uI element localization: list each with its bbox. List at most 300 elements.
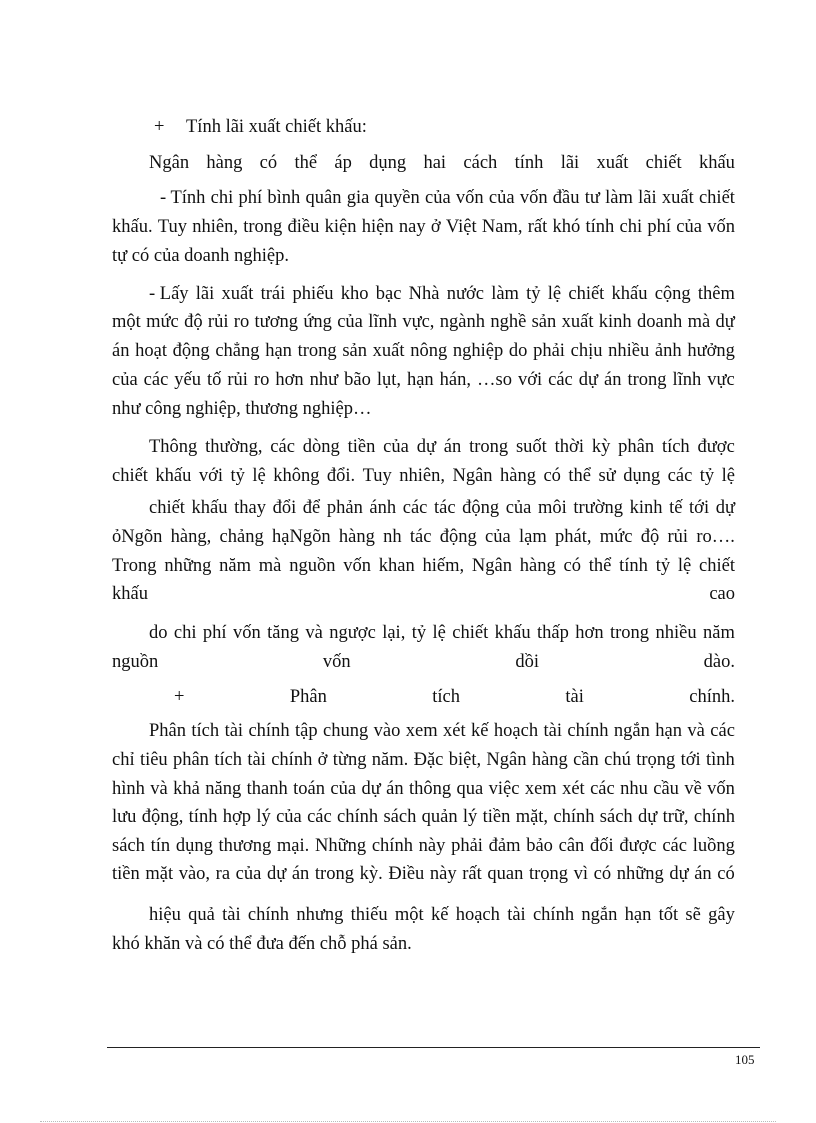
word: hơn: [575, 623, 604, 643]
word: kế: [471, 721, 489, 741]
word: trong: [314, 864, 354, 884]
word: tính: [619, 556, 648, 576]
word: một: [112, 312, 141, 332]
word: nhiên,: [192, 217, 238, 237]
word: cầu: [653, 779, 679, 799]
word: tài: [543, 721, 562, 741]
word: đối: [590, 836, 614, 856]
word: vì: [573, 864, 588, 884]
line-26: [149, 902, 735, 928]
word: Tuy: [157, 217, 187, 237]
word: tố: [207, 370, 222, 390]
word: khấu: [112, 584, 148, 604]
word: ở: [430, 217, 441, 237]
word: vực,: [402, 312, 435, 332]
word: hình: [112, 779, 145, 799]
word: thấp: [537, 623, 569, 643]
line-08: [112, 338, 735, 364]
word: lĩnh: [368, 312, 397, 332]
word: với: [198, 466, 224, 486]
word: của: [424, 188, 451, 208]
word: với: [517, 370, 543, 390]
word: Ngân: [486, 750, 527, 770]
word: toán: [293, 779, 325, 799]
word: xuất: [661, 188, 694, 208]
word: điều: [287, 217, 320, 237]
word: và: [687, 721, 705, 741]
word: phí: [202, 623, 227, 643]
word: của: [676, 217, 702, 237]
word: vào: [373, 721, 401, 741]
word: sử: [598, 466, 616, 486]
word: việc: [488, 779, 520, 799]
word: khấu: [611, 284, 648, 304]
word: hàng,: [170, 527, 212, 547]
word: tới: [689, 498, 710, 518]
word: hiệu: [149, 905, 181, 925]
word: hàng: [531, 750, 568, 770]
word: trong: [243, 217, 283, 237]
word: tập: [294, 721, 318, 741]
word: hạn: [406, 370, 434, 390]
word: vốn: [232, 623, 261, 643]
word: từng: [332, 750, 367, 770]
line-22: [112, 776, 735, 802]
word: kỳ: [591, 437, 611, 457]
word: các: [402, 498, 428, 518]
line-16: [112, 581, 735, 607]
word: luồng: [692, 836, 735, 856]
word: tài: [247, 750, 266, 770]
word: của: [235, 864, 262, 884]
bullet-plus: +: [154, 117, 165, 137]
word: mà: [687, 312, 711, 332]
word: và: [150, 779, 168, 799]
word: dụng: [369, 153, 407, 173]
word: trái: [260, 284, 286, 304]
word: hiện: [361, 217, 394, 237]
word: ngành: [439, 312, 485, 332]
word: Trong: [112, 556, 157, 576]
word: sách: [599, 807, 633, 827]
word: tích: [191, 721, 220, 741]
word: sách: [112, 836, 145, 856]
word: án: [604, 370, 622, 390]
line-07: [112, 309, 735, 335]
word: sản: [342, 341, 367, 361]
word: dự: [361, 779, 381, 799]
word: phải: [533, 341, 565, 361]
word: rủi: [207, 312, 229, 332]
word: án: [443, 437, 462, 457]
word: hàng: [500, 466, 536, 486]
line-14: [112, 524, 735, 550]
word: của: [488, 188, 515, 208]
word: tích: [214, 750, 243, 770]
word: không: [273, 466, 320, 486]
word: kinh: [629, 498, 663, 518]
word: chung: [323, 721, 369, 741]
word: do: [508, 341, 528, 361]
word: làm: [605, 188, 633, 208]
word: như: [309, 370, 339, 390]
word: ro….: [696, 527, 735, 547]
word: hưởng: [687, 341, 735, 361]
word: sẽ: [685, 905, 701, 925]
line-23: [112, 804, 735, 830]
heading-discount-rate: Tính lãi xuất chiết khấu:: [186, 117, 367, 137]
word: kiện: [324, 217, 357, 237]
word: tiền: [112, 864, 140, 884]
word: này: [429, 864, 457, 884]
line-04: [112, 214, 735, 240]
word: xét: [562, 779, 585, 799]
word: phí: [238, 188, 263, 208]
word: hạNgõn: [272, 527, 331, 547]
word: chiết: [568, 284, 605, 304]
footer-rule: [107, 1047, 760, 1048]
word: tế: [669, 498, 683, 518]
word: các: [270, 437, 295, 457]
word: tài: [565, 687, 584, 707]
word: lưu: [112, 807, 137, 827]
word: đổi.: [326, 466, 356, 486]
word: môi: [538, 498, 567, 518]
word: Ngân: [452, 466, 493, 486]
word: lệ: [677, 556, 692, 576]
word: khấu: [494, 623, 531, 643]
word: hoạch: [493, 721, 539, 741]
word: có: [259, 153, 278, 173]
word: xuất: [596, 153, 629, 173]
word: vốn: [707, 217, 735, 237]
word: vốn: [343, 556, 371, 576]
word: suốt: [515, 437, 547, 457]
word: mức: [599, 527, 633, 547]
word: chính: [693, 807, 735, 827]
word: khả: [173, 779, 200, 799]
word: chi: [173, 623, 197, 643]
word: chính: [248, 721, 290, 741]
word: năng: [205, 779, 242, 799]
word: nghề: [490, 312, 527, 332]
word: nhiên,: [399, 466, 446, 486]
line-12: [112, 463, 735, 489]
word: một: [394, 905, 424, 925]
word: nhưng: [296, 905, 344, 925]
word: tư: [584, 188, 600, 208]
word: Đặc: [413, 750, 444, 770]
word: dự: [715, 312, 735, 332]
word: thêm: [697, 284, 735, 304]
word: phân: [618, 437, 655, 457]
word: tăng: [267, 623, 299, 643]
word: do: [149, 623, 168, 643]
word: tính: [514, 153, 544, 173]
word: gia: [346, 188, 370, 208]
word: Nam,: [481, 217, 523, 237]
word: được: [697, 437, 735, 457]
line-27: khó khăn và có thể đưa đến chỗ phá sản.: [112, 934, 412, 954]
word: chính: [567, 721, 609, 741]
word: chính: [553, 807, 595, 827]
word: ỏNgõn: [112, 527, 163, 547]
word: chính: [532, 905, 575, 925]
word: hạn: [655, 721, 683, 741]
word: lý: [256, 807, 271, 827]
word: có: [563, 556, 581, 576]
word: Phân: [149, 721, 186, 741]
word: chiết: [112, 466, 148, 486]
word: tốt: [658, 905, 679, 925]
word: qua: [456, 779, 484, 799]
word: chịu: [570, 341, 603, 361]
word: bạc: [375, 284, 402, 304]
word: quyền: [374, 188, 420, 208]
word: tác: [433, 498, 456, 518]
word: tính: [585, 217, 615, 237]
word: dự: [637, 807, 658, 827]
word: ro: [253, 370, 270, 390]
word: chính: [271, 750, 313, 770]
word: dụng: [623, 466, 661, 486]
word: chiết: [452, 623, 489, 643]
word: làm: [491, 284, 519, 304]
word: tới: [680, 750, 701, 770]
word: chiết: [149, 498, 185, 518]
word: khấu: [191, 498, 228, 518]
word: hạn: [265, 341, 292, 361]
word: Điều: [388, 864, 425, 884]
word: có: [593, 864, 612, 884]
word: Nhà: [408, 284, 440, 304]
word: kỳ.: [359, 864, 383, 884]
word: trong: [297, 341, 337, 361]
word: trọng: [636, 750, 676, 770]
word: chính: [247, 905, 290, 925]
word: phiếu: [292, 284, 334, 304]
word: độ: [184, 312, 203, 332]
word: tỷ: [655, 556, 671, 576]
word: hoạch: [455, 905, 500, 925]
word: xem: [405, 721, 438, 741]
word: các: [548, 370, 573, 390]
line-20: [149, 718, 735, 744]
word: Thông: [149, 437, 198, 457]
word: Việt: [445, 217, 477, 237]
word: nông: [410, 341, 448, 361]
word: được: [619, 836, 657, 856]
word: cộng: [654, 284, 691, 304]
word: tiền: [482, 807, 511, 827]
word: nguồn: [289, 556, 336, 576]
word: Ngân: [471, 556, 512, 576]
word: tính: [188, 807, 218, 827]
word: thể: [588, 556, 612, 576]
word: ngược: [329, 623, 376, 643]
word: xét: [443, 721, 466, 741]
word: những: [164, 556, 212, 576]
word: về: [684, 779, 702, 799]
word: gây: [708, 905, 735, 925]
word: lãi: [560, 153, 580, 173]
word: khấu.: [112, 217, 153, 237]
word: án: [386, 779, 404, 799]
word: tác: [409, 527, 432, 547]
word: xem: [524, 779, 557, 799]
line-17: [149, 620, 735, 646]
word: hạn: [624, 905, 652, 925]
word: sản: [531, 312, 557, 332]
word: quan: [487, 864, 524, 884]
word: rất: [462, 864, 482, 884]
word: động: [462, 498, 500, 518]
word: lãi: [638, 188, 657, 208]
word: trường: [573, 498, 623, 518]
word: các: [590, 779, 615, 799]
word: nhu: [620, 779, 648, 799]
word: Tuy: [362, 466, 392, 486]
word: thể: [294, 153, 318, 173]
word: hiếm,: [422, 556, 465, 576]
word: sách: [383, 807, 417, 827]
line-05: tự có của doanh nghiệp.: [112, 246, 289, 266]
line-06: [149, 281, 735, 307]
word: các: [710, 721, 735, 741]
word: lệ: [432, 623, 446, 643]
word: tỷ: [230, 466, 245, 486]
word: độ: [640, 527, 660, 547]
word: này: [418, 836, 446, 856]
word: hán,: [439, 370, 472, 390]
word: của: [485, 527, 511, 547]
word: lệ: [721, 466, 735, 486]
word: Những: [315, 836, 367, 856]
word: các: [667, 466, 693, 486]
word: nghiệp: [452, 341, 504, 361]
word: mà: [258, 556, 282, 576]
word: lạm: [518, 527, 547, 547]
word: tiền: [347, 437, 376, 457]
word: hàng: [206, 153, 243, 173]
word: của: [330, 779, 357, 799]
word: hàng: [519, 556, 556, 576]
word: dự: [669, 864, 689, 884]
word: xuất: [561, 312, 594, 332]
line-03: [160, 185, 735, 211]
word: chi: [210, 188, 234, 208]
word: hơn: [275, 370, 304, 390]
word: mặt: [145, 864, 174, 884]
word: nh: [383, 527, 402, 547]
word: dào.: [703, 652, 735, 672]
word: cao: [709, 584, 735, 604]
word: cách: [463, 153, 498, 173]
word: phát,: [555, 527, 592, 547]
word: lãi: [195, 284, 215, 304]
word: thể: [568, 466, 592, 486]
word: vốn: [455, 188, 484, 208]
word: Ngân: [149, 153, 190, 173]
word: đầu: [552, 188, 580, 208]
word: vào,: [178, 864, 211, 884]
word: trọng: [528, 864, 568, 884]
word: bão: [344, 370, 371, 390]
line-19: [174, 684, 735, 710]
word: tài: [507, 905, 526, 925]
word: thương: [218, 836, 272, 856]
word: của: [383, 437, 409, 457]
word: của: [505, 498, 532, 518]
page-number: 105: [735, 1052, 755, 1067]
word: nước: [446, 284, 484, 304]
word: lụt,: [376, 370, 401, 390]
word: chẳng: [215, 341, 260, 361]
word: chỉ: [112, 750, 135, 770]
word: lệ: [547, 284, 562, 304]
word: lại,: [382, 623, 406, 643]
word: năm: [219, 556, 252, 576]
word: tỷ: [699, 466, 715, 486]
word: chính: [371, 836, 413, 856]
word: trữ,: [662, 807, 689, 827]
word: ảnh: [654, 341, 682, 361]
word: xuất: [372, 341, 405, 361]
line-24: [112, 833, 735, 859]
word: trong: [627, 370, 667, 390]
word: nhiều: [608, 341, 650, 361]
word: tỷ: [526, 284, 541, 304]
word: rủi: [667, 527, 689, 547]
word: hoạt: [135, 341, 167, 361]
word: nay: [398, 217, 426, 237]
word: tình: [705, 750, 735, 770]
word: quản: [421, 807, 458, 827]
word: chiết: [698, 188, 735, 208]
word: ứng: [303, 312, 332, 332]
word: lý: [462, 807, 478, 827]
word: doanh: [637, 312, 683, 332]
word: có: [717, 864, 735, 884]
word: tín: [150, 836, 171, 856]
word: phân: [173, 750, 209, 770]
word: +: [174, 687, 185, 707]
word: thay: [234, 498, 266, 518]
word: dự: [266, 864, 287, 884]
word: bảo: [526, 836, 553, 856]
line-13: [149, 495, 735, 521]
word: tiêu: [139, 750, 168, 770]
word: các: [307, 807, 332, 827]
word: khấu: [155, 466, 192, 486]
word: động,: [141, 807, 184, 827]
word: lệ: [252, 466, 266, 486]
line-10: như công nghiệp, thương nghiệp…: [112, 399, 372, 419]
word: các: [143, 370, 169, 390]
word: vốn: [519, 188, 548, 208]
word: - Tính: [160, 188, 206, 208]
word: động: [172, 341, 210, 361]
word: quả: [188, 905, 215, 925]
word: - Lấy: [149, 284, 189, 304]
word: cân: [558, 836, 585, 856]
word: phản: [326, 498, 363, 518]
word: dồi: [515, 652, 539, 672]
word: khan: [378, 556, 415, 576]
word: thời: [554, 437, 584, 457]
page-bottom-edge: [40, 1121, 776, 1122]
word: năm: [702, 623, 735, 643]
